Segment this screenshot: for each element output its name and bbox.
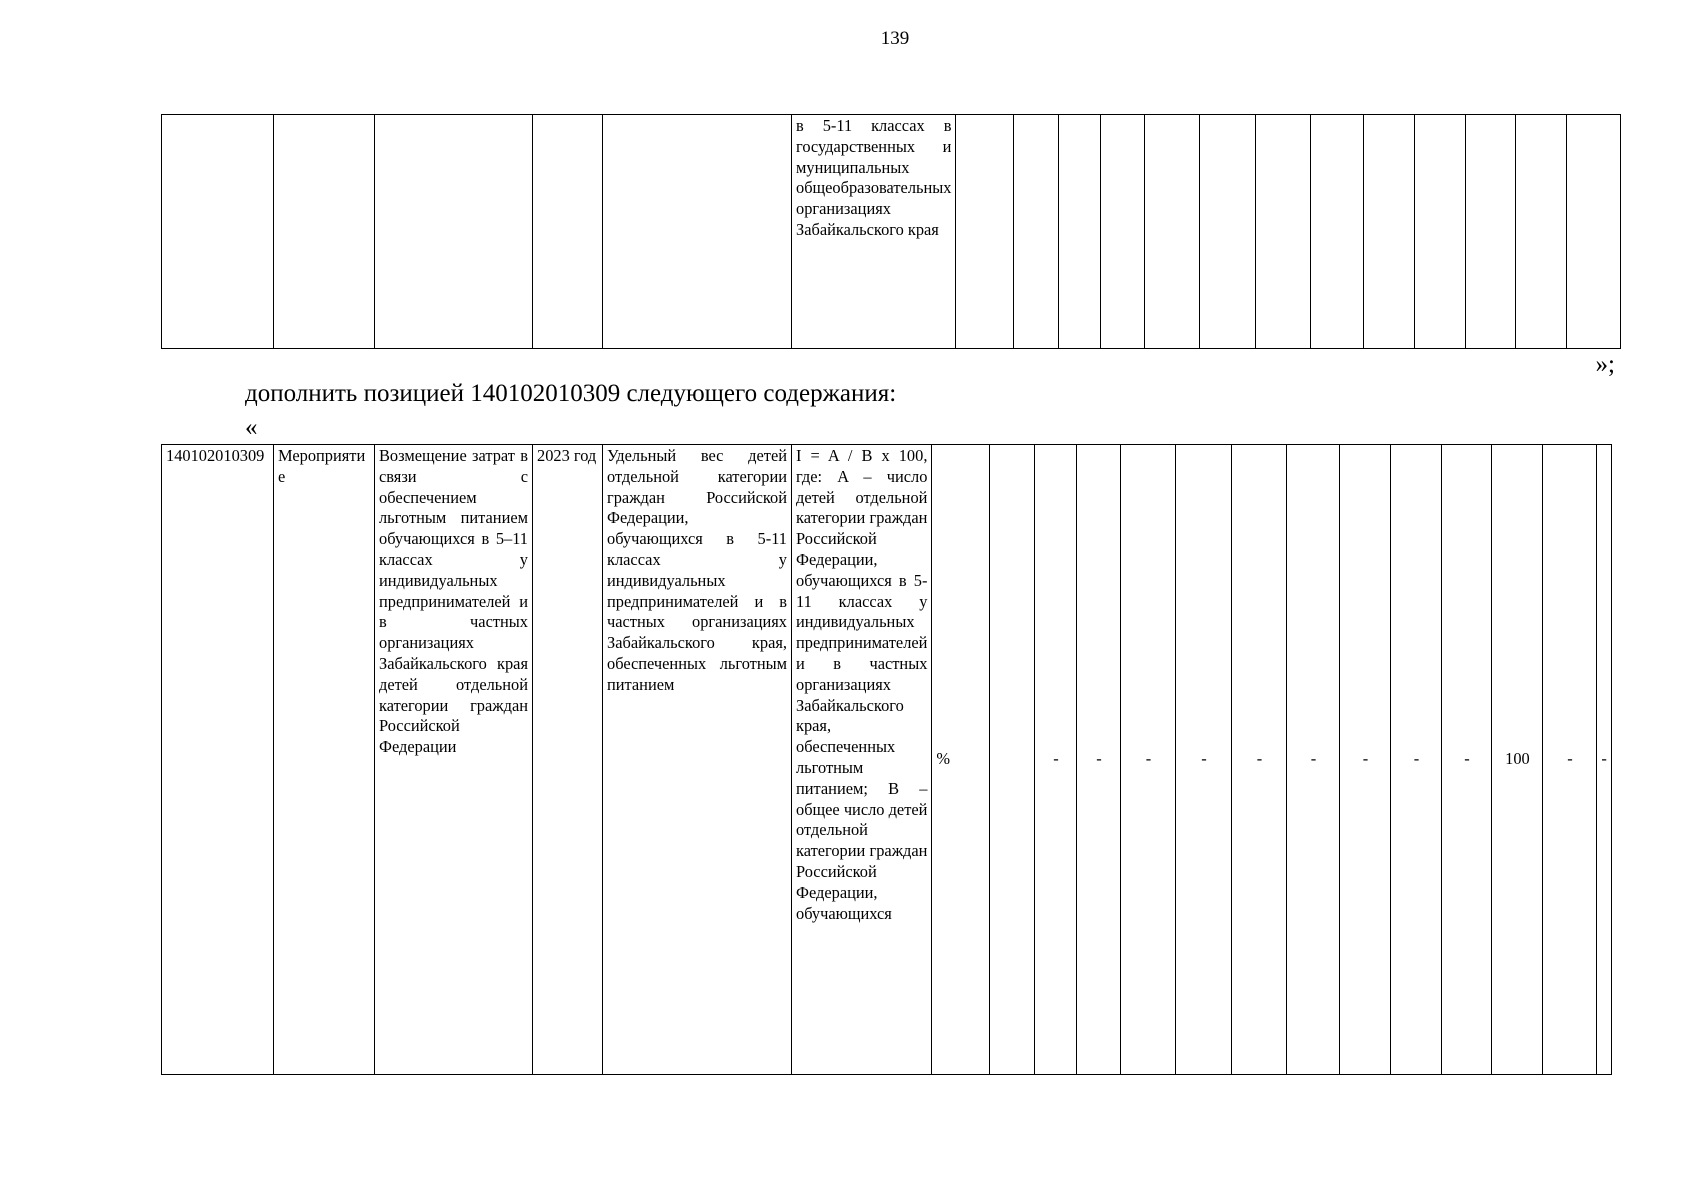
opening-quote: « <box>245 414 258 441</box>
cell-value <box>1145 115 1200 349</box>
cell-value <box>1200 115 1256 349</box>
table-row <box>162 115 1621 349</box>
cell-indicator: Удельный вес детей отдельной категории граждан Российской Федерации, обучающихся в 5-11 классах у индивидуальных предпринимателей и в частных организациях Забайкальского края, обеспеченных льготным питанием <box>603 445 792 1075</box>
cell-year <box>533 115 603 349</box>
cell-value <box>1059 115 1101 349</box>
cell-code: 140102010309 <box>162 445 274 1075</box>
cell-indicator-continued: в 5-11 классах в государственных и муниципальных общеобразовательных организациях Забайкальского края <box>792 115 956 349</box>
cell-code <box>162 115 274 349</box>
cell-value: - <box>1442 445 1492 1075</box>
cell-value: - <box>1035 445 1077 1075</box>
cell-value: 100 <box>1492 445 1543 1075</box>
cell-value <box>1364 115 1415 349</box>
cell-type: Мероприятие <box>274 445 375 1075</box>
cell-value: - <box>1340 445 1391 1075</box>
cell-value: - <box>1121 445 1176 1075</box>
top-table-fragment <box>161 114 1621 349</box>
cell-formula: I = A / B x 100, где: A – число детей отдельной категории граждан Российской Федерации, обучающихся в 5-11 классах у индивидуальных предпринимателей и в частных организациях Забайкальского края, обеспеченных льготным питанием; B – общее число детей отдельной категории граждан Российской Федерации, обучающихся <box>792 445 932 1075</box>
cell-value: - <box>1597 445 1611 1075</box>
cell-name: Возмещение затрат в связи с обеспечением льготным питанием обучающихся в 5–11 классах у индивидуальных предпринимателей и в частных организациях Забайкальского края детей отдельной категории граждан Российской Федерации <box>375 445 533 1075</box>
cell-value <box>1466 115 1516 349</box>
cell-unit <box>956 115 1014 349</box>
cell-type <box>274 115 375 349</box>
page-number: 139 <box>880 28 910 49</box>
cell-value: - <box>1391 445 1442 1075</box>
cell-value: - <box>1543 445 1597 1075</box>
cell-value <box>1014 115 1059 349</box>
closing-quote: »; <box>1595 351 1615 378</box>
cell-year: 2023 год <box>533 445 603 1075</box>
cell-value <box>1415 115 1466 349</box>
cell-name <box>375 115 533 349</box>
cell-value: - <box>1287 445 1340 1075</box>
cell-value <box>1311 115 1364 349</box>
cell-value <box>1516 115 1567 349</box>
table-row <box>162 445 1612 1075</box>
cell-value: - <box>1176 445 1232 1075</box>
new-position-table <box>161 444 1612 1075</box>
cell-value: - <box>1232 445 1287 1075</box>
cell-unit: % <box>932 445 990 1075</box>
cell-value <box>1101 115 1145 349</box>
cell-value <box>1567 115 1621 349</box>
amendment-text: дополнить позицией 140102010309 следующего содержания: <box>245 380 897 407</box>
cell-value: - <box>1077 445 1121 1075</box>
cell-indicator <box>603 115 792 349</box>
cell-value <box>990 445 1035 1075</box>
cell-value <box>1256 115 1311 349</box>
